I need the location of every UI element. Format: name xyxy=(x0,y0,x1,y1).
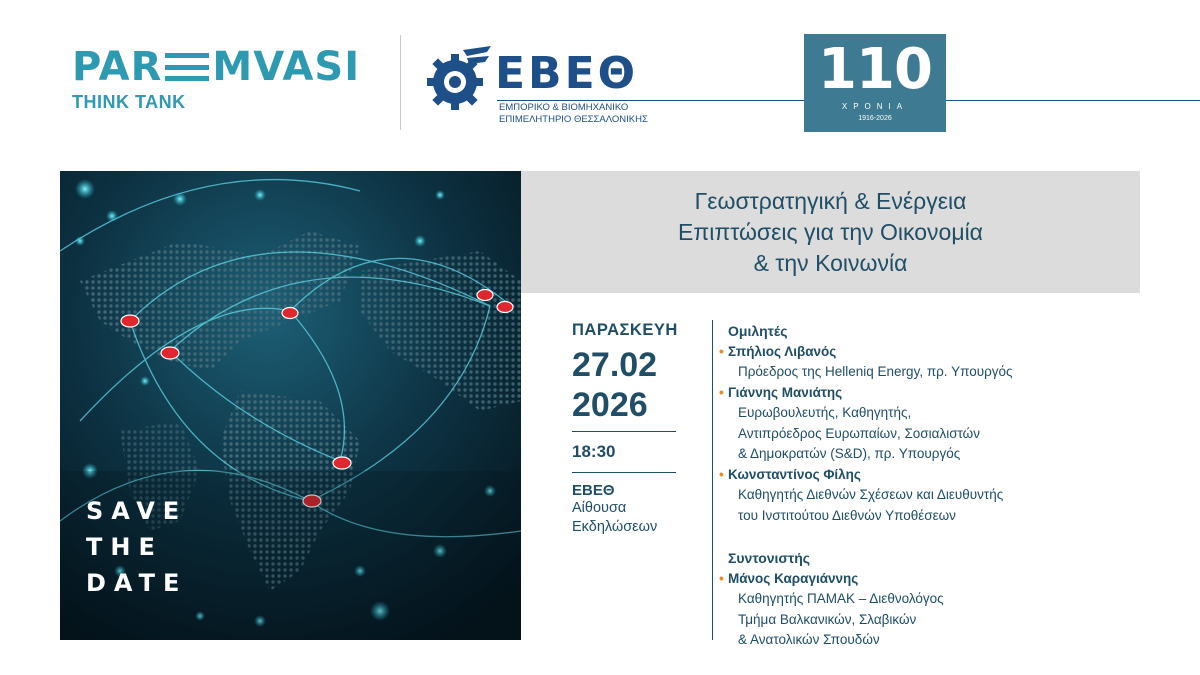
event-day: ΠΑΡΑΣΚΕΥΗ xyxy=(572,321,678,339)
save-the-date-line-1: SAVE xyxy=(86,497,188,525)
anniversary-badge xyxy=(804,34,946,132)
moderator-role: Καθηγητής ΠΑΜΑΚ – Διεθνολόγος xyxy=(738,591,944,606)
event-title xyxy=(521,171,1140,293)
title-line-2: Επιπτώσεις για την Οικονομία xyxy=(678,218,983,245)
date-divider xyxy=(572,431,676,432)
speakers-heading: Ομιλητές xyxy=(728,323,788,339)
speaker-role: Αντιπρόεδρος Ευρωπαίων, Σοσιαλιστών xyxy=(738,425,980,441)
speakers-list xyxy=(728,321,1128,651)
save-the-date xyxy=(86,493,187,601)
event-venue: ΕΒΕΘ xyxy=(572,482,615,499)
column-divider xyxy=(712,320,713,640)
speaker-role: Ευρωβουλευτής, Καθηγητής, xyxy=(738,405,912,420)
paremvasi-subtitle: THINK TANK xyxy=(72,92,186,112)
e-bars-icon xyxy=(165,53,209,81)
speaker-name: • Σπήλιος Λιβανός xyxy=(728,342,1128,363)
badge-years: 1916-2026 xyxy=(858,115,892,122)
badge-number: 110 xyxy=(818,37,932,102)
logo-divider xyxy=(400,35,401,130)
paremvasi-prefix: PAR xyxy=(72,44,163,90)
ebeth-desc-line-1: ΕΜΠΟΡΙΚΟ & ΒΙΟΜΗΧΑΝΙΚΟ xyxy=(499,102,629,113)
moderator-role: & Ανατολικών Σπουδών xyxy=(738,632,880,647)
event-date: 27.02 xyxy=(572,346,658,384)
ebeth-wordmark: EBEΘ xyxy=(495,48,639,99)
section-gap xyxy=(728,526,1128,548)
ebeth-desc-line-2: ΕΠΙΜΕΛΗΤΗΡΙΟ ΘΕΣΣΑΛΟΝΙΚΗΣ xyxy=(499,114,648,125)
event-year: 2026 xyxy=(572,386,648,424)
ebeth-description xyxy=(499,102,648,126)
moderator-role: Τμήμα Βαλκανικών, Σλαβικών xyxy=(738,611,917,627)
speaker-role: Καθηγητής Διεθνών Σχέσεων και Διευθυντής xyxy=(738,487,1004,502)
speaker-role: & Δημοκρατών (S&D), πρ. Υπουργός xyxy=(738,446,961,461)
save-the-date-line-2: THE xyxy=(86,533,163,561)
paremvasi-suffix: MVASI xyxy=(212,44,361,90)
speaker-name: • Γιάννης Μανιάτης xyxy=(728,383,1128,404)
badge-word: ΧΡΟΝΙΑ xyxy=(841,102,909,111)
moderator-heading: Συντονιστής xyxy=(728,550,811,566)
event-details xyxy=(572,321,676,537)
save-the-date-line-3: DATE xyxy=(86,569,188,597)
speaker-role: Πρόεδρος της Helleniq Energy, πρ. Υπουργός xyxy=(738,364,1013,379)
speaker-role: του Ινστιτούτου Διεθνών Υποθέσεων xyxy=(738,507,956,523)
time-divider xyxy=(572,472,676,473)
moderator-name: • Μάνος Καραγιάννης xyxy=(728,569,1128,590)
speaker-name: • Κωνσταντίνος Φίλης xyxy=(728,465,1128,486)
paremvasi-wordmark xyxy=(72,44,360,90)
paremvasi-logo xyxy=(72,44,360,113)
event-time: 18:30 xyxy=(572,442,616,461)
gear-icon xyxy=(423,44,493,114)
venue-hall-1: Αίθουσα xyxy=(572,500,627,516)
title-line-1: Γεωστρατηγική & Ενέργεια xyxy=(694,187,967,214)
title-line-3: & την Κοινωνία xyxy=(753,249,908,276)
venue-hall-2: Εκδηλώσεων xyxy=(572,519,658,535)
